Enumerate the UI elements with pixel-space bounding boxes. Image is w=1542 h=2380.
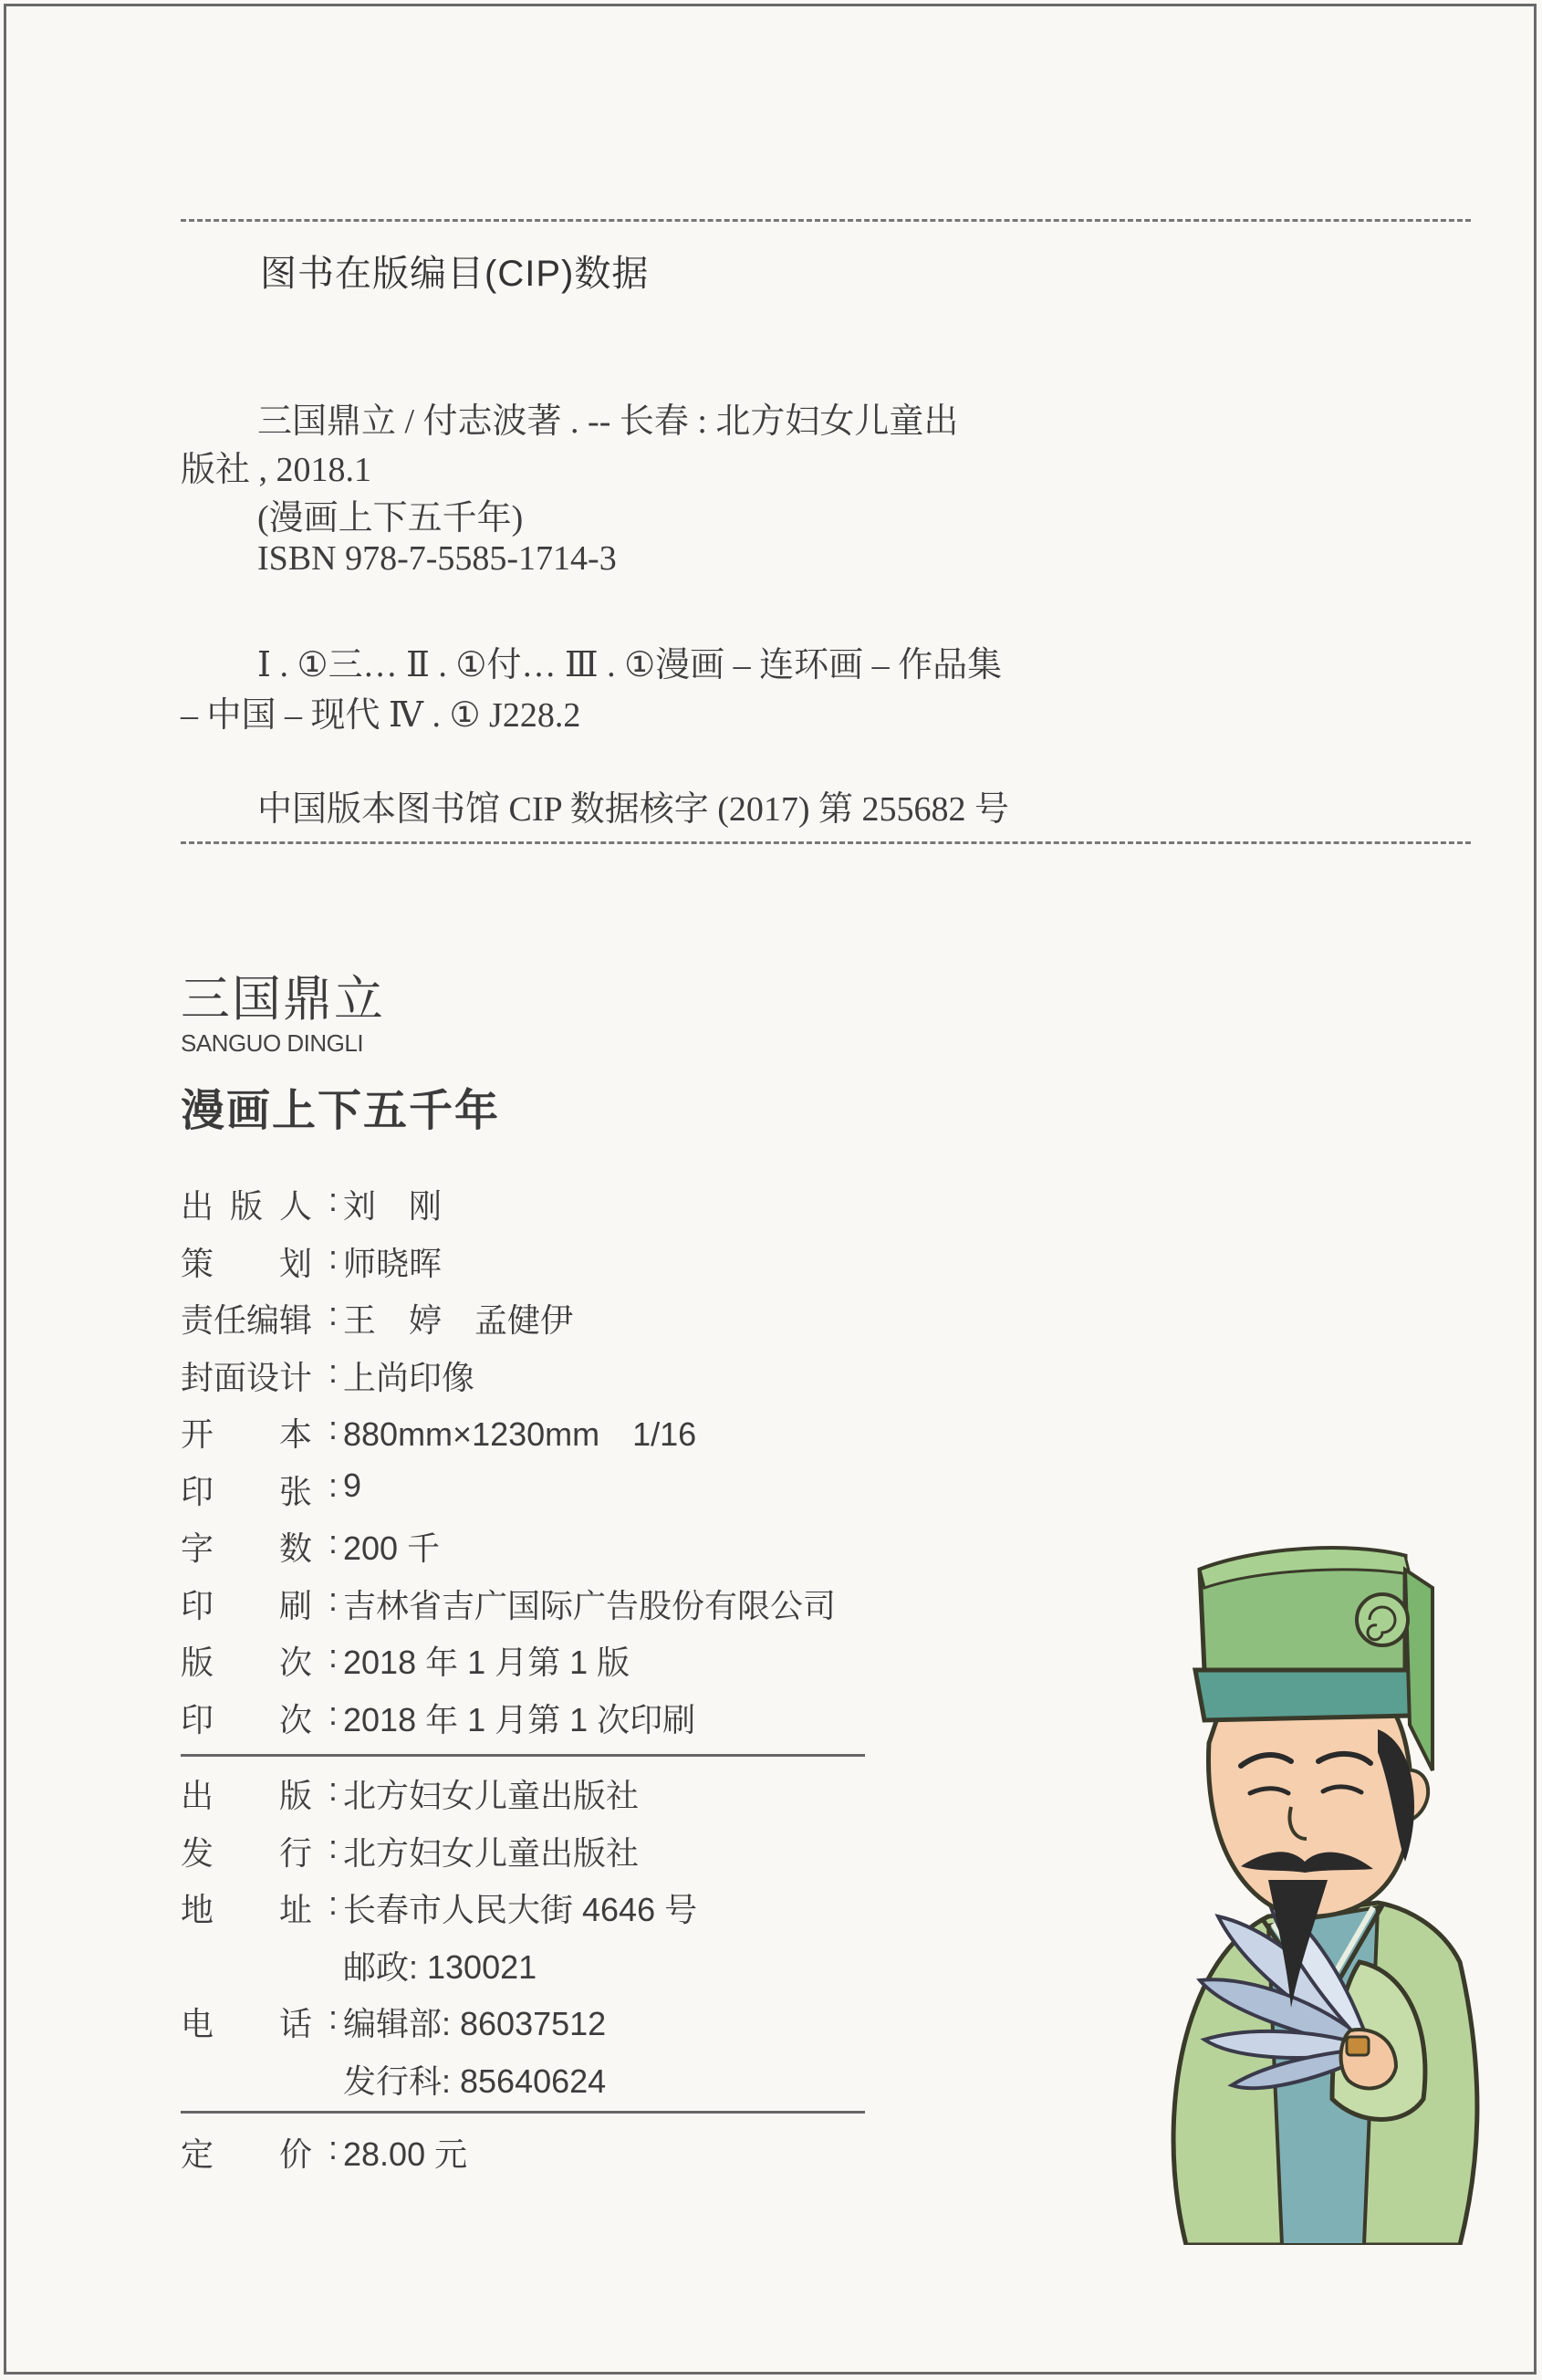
info-label-char: 编 <box>246 1301 280 1339</box>
info-colon: : <box>328 1181 339 1218</box>
info-label-char: 计 <box>279 1358 313 1396</box>
info-label-char: 数 <box>279 1529 313 1567</box>
info-label-char: 版 <box>181 1644 214 1681</box>
info-value: 刘 刚 <box>343 1187 443 1225</box>
cip-line: (漫画上下五千年) <box>257 499 524 538</box>
info-label-char: 版 <box>230 1187 264 1225</box>
cip-line: Ⅰ . ①三… Ⅱ . ①付… Ⅲ . ①漫画 – 连环画 – 作品集 <box>257 646 1003 684</box>
info-label-char: 刷 <box>279 1586 313 1624</box>
info-label-char: 划 <box>279 1244 313 1282</box>
info-label-char: 设 <box>246 1358 280 1396</box>
info-label-char: 印 <box>181 1700 214 1738</box>
book-title-pinyin: SANGUO DINGLI <box>181 1029 364 1057</box>
info-value: 9 <box>343 1466 362 1504</box>
info-colon: : <box>328 1295 339 1332</box>
info-colon: : <box>328 1466 339 1504</box>
info-label-char: 策 <box>181 1244 214 1282</box>
bottom-dashed-divider <box>181 841 1471 844</box>
info-value: 2018 年 1 月第 1 次印刷 <box>343 1700 696 1738</box>
info-label-char: 封 <box>181 1358 214 1396</box>
info-label-char: 版 <box>279 1777 313 1814</box>
cip-line: 三国鼎立 / 付志波著 . -- 长春 : 北方妇女儿童出 <box>257 402 959 441</box>
info-label-char: 定 <box>181 2135 214 2173</box>
info-label-char: 电 <box>181 2005 214 2042</box>
info-value: 邮政: 130021 <box>343 1947 537 1986</box>
info-label-char: 张 <box>279 1472 313 1510</box>
info-value: 编辑部: 86037512 <box>343 2005 607 2042</box>
info-label-char: 出 <box>181 1777 214 1814</box>
info-label-char: 本 <box>279 1415 313 1453</box>
info-divider <box>181 1754 865 1757</box>
info-label-char: 话 <box>279 2005 313 2042</box>
info-value: 王 婷 孟健伊 <box>343 1301 574 1339</box>
info-label-char: 开 <box>181 1415 214 1453</box>
top-dashed-divider <box>181 219 1471 222</box>
series-title: 漫画上下五千年 <box>181 1087 501 1135</box>
info-colon: : <box>328 1580 339 1618</box>
info-label-char: 任 <box>214 1301 247 1339</box>
info-label-char: 次 <box>279 1644 313 1681</box>
info-label-char: 发 <box>181 1833 214 1872</box>
info-label-char: 出 <box>181 1187 214 1225</box>
info-label-char: 面 <box>214 1358 247 1396</box>
info-label-char: 辑 <box>279 1301 313 1339</box>
info-colon: : <box>328 1884 339 1922</box>
info-value: 北方妇女儿童出版社 <box>343 1777 640 1814</box>
info-colon: : <box>328 1999 339 2036</box>
info-value: 200 千 <box>343 1529 441 1567</box>
cip-line: 中国版本图书馆 CIP 数据核字 (2017) 第 255682 号 <box>257 790 1010 829</box>
info-label-char: 地 <box>181 1891 214 1928</box>
info-value: 长春市人民大街 4646 号 <box>343 1891 698 1928</box>
info-label-char: 人 <box>279 1187 313 1225</box>
cip-heading: 图书在版编目(CIP)数据 <box>260 254 650 294</box>
info-colon: : <box>328 1409 339 1446</box>
info-colon: : <box>328 1827 339 1865</box>
info-value: 上尚印像 <box>343 1358 475 1396</box>
info-label-char: 责 <box>181 1301 214 1339</box>
info-label-char: 次 <box>279 1700 313 1738</box>
book-title: 三国鼎立 <box>181 972 385 1027</box>
info-colon: : <box>328 1237 339 1276</box>
info-colon: : <box>328 1523 339 1561</box>
info-value: 28.00 元 <box>343 2135 468 2173</box>
info-colon: : <box>328 1694 339 1732</box>
scholar-illustration <box>1131 1533 1515 2245</box>
info-label-char: 字 <box>181 1529 214 1567</box>
info-value: 发行科: 85640624 <box>343 2062 607 2100</box>
info-colon: : <box>328 1352 339 1390</box>
info-value: 吉林省吉广国际广告股份有限公司 <box>343 1586 837 1624</box>
cip-line: 版社 , 2018.1 <box>181 451 372 489</box>
cip-line: ISBN 978-7-5585-1714-3 <box>257 539 617 578</box>
info-label-char: 印 <box>181 1586 214 1624</box>
cip-line: – 中国 – 现代 Ⅳ . ① J228.2 <box>181 696 581 735</box>
info-colon: : <box>328 2129 339 2166</box>
info-label-char: 址 <box>279 1891 313 1928</box>
info-label-char: 价 <box>279 2135 313 2173</box>
info-value: 880mm×1230mm 1/16 <box>343 1415 697 1453</box>
info-colon: : <box>328 1637 339 1675</box>
info-value: 北方妇女儿童出版社 <box>343 1833 640 1872</box>
info-label-char: 印 <box>181 1472 214 1510</box>
info-value: 2018 年 1 月第 1 版 <box>343 1644 630 1681</box>
info-label-char: 行 <box>279 1833 313 1872</box>
info-value: 师晓晖 <box>343 1244 443 1282</box>
info-colon: : <box>328 1770 339 1808</box>
info-divider <box>181 2111 865 2114</box>
